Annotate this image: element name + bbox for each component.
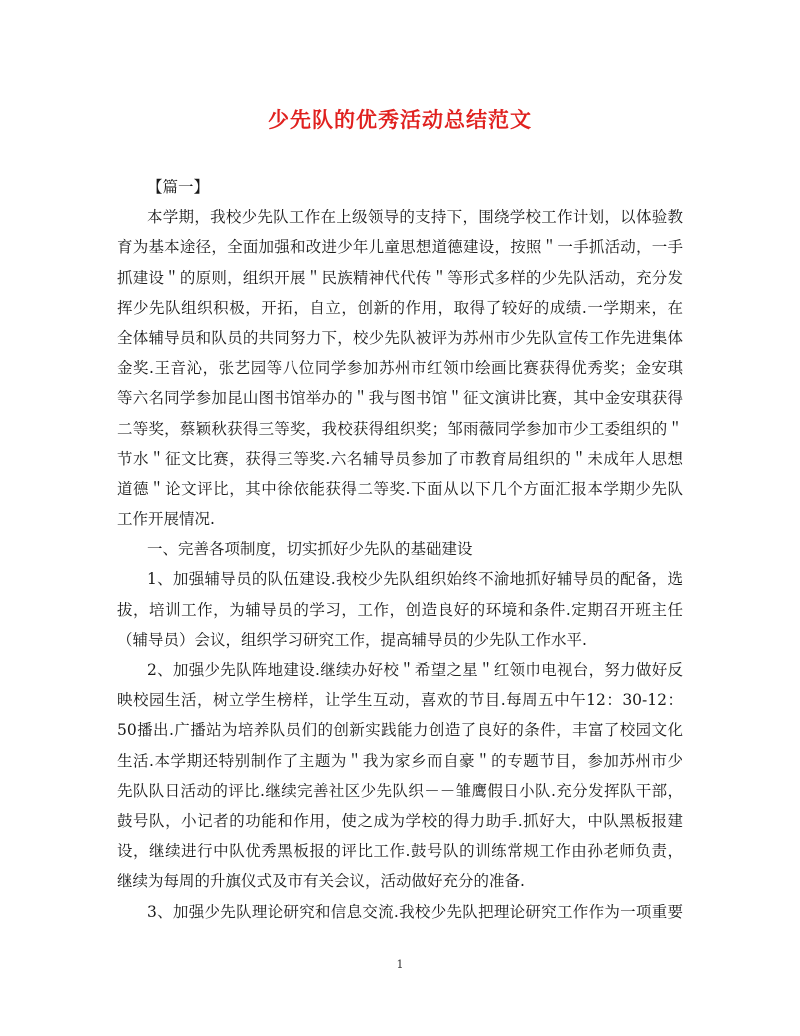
document-body <box>117 172 683 927</box>
paragraph-line: 节水＂征文比赛，获得三等奖.六名辅导员参加了市教育局组织的＂未成年人思想 <box>117 449 683 468</box>
paragraph-line: 50播出.广播站为培养队员们的创新实践能力创造了良好的条件，丰富了校园文化 <box>117 721 683 740</box>
paragraph-line: 二等奖，蔡颖秋获得三等奖，我校获得组织奖；邹雨薇同学参加市少工委组织的＂ <box>117 419 683 438</box>
paragraph-line: 映校园生活，树立学生榜样，让学生互动，喜欢的节目.每周五中午12：30-12： <box>117 691 683 710</box>
paragraph-line: 道德＂论文评比，其中徐依能获得二等奖.下面从以下几个方面汇报本学期少先队 <box>117 479 683 498</box>
paragraph-line: 抓建设＂的原则，组织开展＂民族精神代代传＂等形式多样的少先队活动，充分发 <box>117 268 683 287</box>
paragraph-line: 工作开展情况. <box>117 510 215 529</box>
section-heading: 【篇一】 <box>147 178 210 196</box>
paragraph-line: 2、加强少先队阵地建设.继续办好校＂希望之星＂红领巾电视台，努力做好反 <box>147 661 683 679</box>
paragraph-line: 挥少先队组织积极，开拓，自立，创新的作用，取得了较好的成绩.一学期来，在 <box>117 298 683 317</box>
paragraph-line: 金奖.王音沁，张艺园等八位同学参加苏州市红领巾绘画比赛获得优秀奖；金安琪 <box>117 359 683 378</box>
paragraph-line: 3、加强少先队理论研究和信息交流.我校少先队把理论研究工作作为一项重要 <box>147 902 683 921</box>
section-heading: 一、完善各项制度，切实抓好少先队的基础建设 <box>147 540 473 559</box>
paragraph-line: 继续为每周的升旗仪式及市有关会议，活动做好充分的准备. <box>117 872 525 891</box>
paragraph-line: 育为基本途径，全面加强和改进少年儿童思想道德建设，按照＂一手抓活动，一手 <box>117 238 683 257</box>
paragraph-line: 全体辅导员和队员的共同努力下，校少先队被评为苏州市少先队宣传工作先进集体 <box>117 328 683 347</box>
paragraph-line: （辅导员）会议，组织学习研究工作，提高辅导员的少先队工作水平. <box>117 630 587 649</box>
paragraph-line: 生活.本学期还特别制作了主题为＂我为家乡而自豪＂的专题节目，参加苏州市少 <box>117 751 683 770</box>
page-number: 1 <box>396 958 404 971</box>
paragraph-line: 先队队日活动的评比.继续完善社区少先队织－－雏鹰假日小队.充分发挥队干部， <box>117 781 683 800</box>
paragraph-line: 1、加强辅导员的队伍建设.我校少先队组织始终不渝地抓好辅导员的配备，选 <box>147 570 683 589</box>
paragraph-line: 等六名同学参加昆山图书馆举办的＂我与图书馆＂征文演讲比赛，其中金安琪获得 <box>117 389 683 408</box>
paragraph-line: 本学期，我校少先队工作在上级领导的支持下，围绕学校工作计划，以体验教 <box>147 208 683 227</box>
document-title: 少先队的优秀活动总结范文 <box>268 107 532 132</box>
paragraph-line: 鼓号队，小记者的功能和作用，使之成为学校的得力助手.抓好大，中队黑板报建 <box>117 811 683 830</box>
paragraph-line: 设，继续进行中队优秀黑板报的评比工作.鼓号队的训练常规工作由孙老师负责， <box>117 842 683 861</box>
paragraph-line: 拔，培训工作，为辅导员的学习，工作，创造良好的环境和条件.定期召开班主任 <box>117 600 683 619</box>
